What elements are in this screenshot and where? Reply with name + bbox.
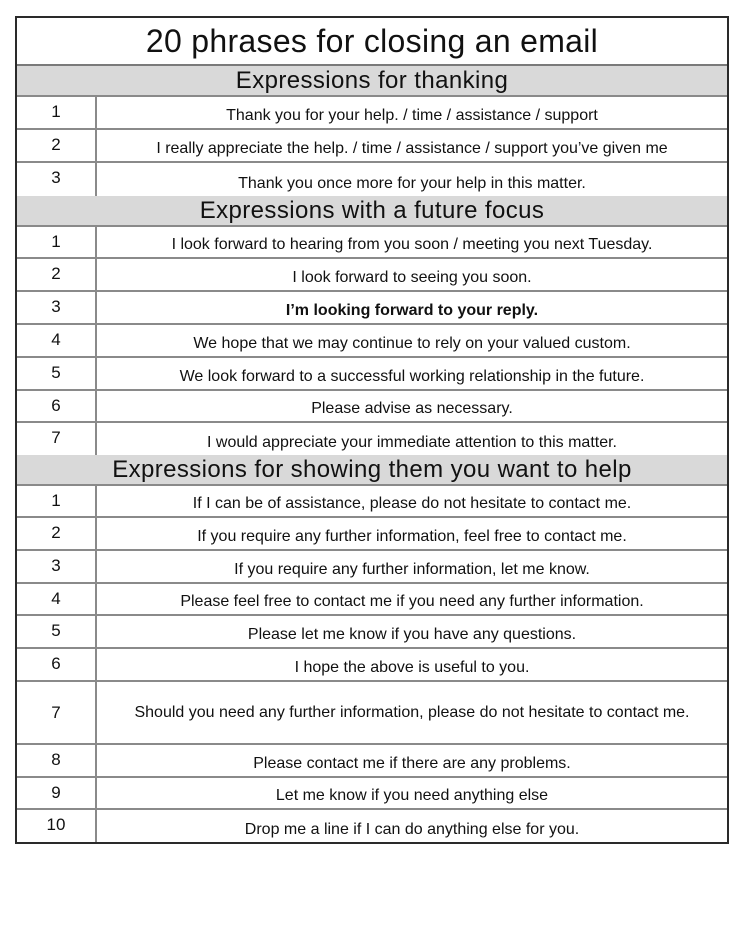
row-number: 2 [17, 259, 97, 290]
row-number: 4 [17, 325, 97, 356]
row-number: 7 [17, 423, 97, 455]
section-heading: Expressions for thanking [17, 66, 727, 97]
row-number: 4 [17, 584, 97, 614]
row-number: 3 [17, 551, 97, 582]
phrases-table [15, 16, 729, 844]
table-row [17, 292, 727, 325]
row-number: 1 [17, 486, 97, 516]
table-row [17, 130, 727, 163]
phrase-text: Thank you once more for your help in this matter. [238, 175, 586, 192]
phrase-text: Drop me a line if I can do anything else for you. [244, 821, 580, 838]
table-row [17, 745, 727, 778]
row-number: 5 [17, 358, 97, 389]
phrase-text: I hope the above is useful to you. [294, 659, 530, 676]
phrase-text: If you require any further information, let me know. [234, 561, 590, 578]
page-title: 20 phrases for closing an email [17, 18, 727, 66]
row-number: 3 [17, 292, 97, 323]
phrase-text: I really appreciate the help. / time / assistance / support you’ve given me [156, 140, 668, 157]
section-future-focus [17, 196, 727, 455]
table-row [17, 227, 727, 259]
phrase-text: If you require any further information, feel free to contact me. [197, 528, 627, 545]
phrase-text: We look forward to a successful working relationship in the future. [179, 368, 645, 385]
row-number: 1 [17, 97, 97, 128]
row-number: 7 [17, 682, 97, 743]
table-row [17, 423, 727, 455]
phrase-text: We hope that we may continue to rely on your valued custom. [193, 335, 631, 352]
phrase-text: I look forward to hearing from you soon / meeting you next Tuesday. [171, 236, 653, 253]
row-number: 1 [17, 227, 97, 257]
table-row [17, 518, 727, 551]
phrase-text: I’m looking forward to your reply. [285, 302, 539, 319]
table-row [17, 163, 727, 196]
table-row [17, 325, 727, 358]
phrase-text: Should you need any further information, please do not hesitate to contact me. [134, 703, 690, 721]
table-row [17, 259, 727, 292]
phrase-text: Please feel free to contact me if you need any further information. [180, 593, 644, 610]
phrase-text: Let me know if you need anything else [275, 787, 549, 804]
row-number: 6 [17, 391, 97, 421]
table-row [17, 810, 727, 842]
section-heading: Expressions for showing them you want to help [17, 455, 727, 486]
table-row [17, 486, 727, 518]
phrase-text: Please let me know if you have any questions. [247, 626, 577, 643]
phrase-text: Thank you for your help. / time / assistance / support [226, 107, 598, 124]
row-number: 8 [17, 745, 97, 776]
phrase-text: Please advise as necessary. [311, 400, 513, 417]
phrase-text: Please contact me if there are any problems. [253, 755, 571, 772]
table-row [17, 616, 727, 649]
row-number: 2 [17, 518, 97, 549]
row-number: 5 [17, 616, 97, 647]
table-row [17, 97, 727, 130]
table-row [17, 358, 727, 391]
table-row [17, 682, 727, 745]
section-want-to-help [17, 455, 727, 842]
section-heading: Expressions with a future focus [17, 196, 727, 227]
section-thanking [17, 66, 727, 196]
table-row [17, 584, 727, 616]
phrase-text: I would appreciate your immediate attention to this matter. [207, 434, 617, 451]
table-row [17, 778, 727, 810]
table-row [17, 649, 727, 682]
phrase-text: If I can be of assistance, please do not hesitate to contact me. [192, 495, 632, 512]
row-number: 6 [17, 649, 97, 680]
table-row [17, 391, 727, 423]
phrase-text: I look forward to seeing you soon. [292, 269, 532, 286]
row-number: 9 [17, 778, 97, 808]
row-number: 10 [17, 810, 97, 842]
row-number: 2 [17, 130, 97, 161]
row-number: 3 [17, 163, 97, 196]
table-row [17, 551, 727, 584]
